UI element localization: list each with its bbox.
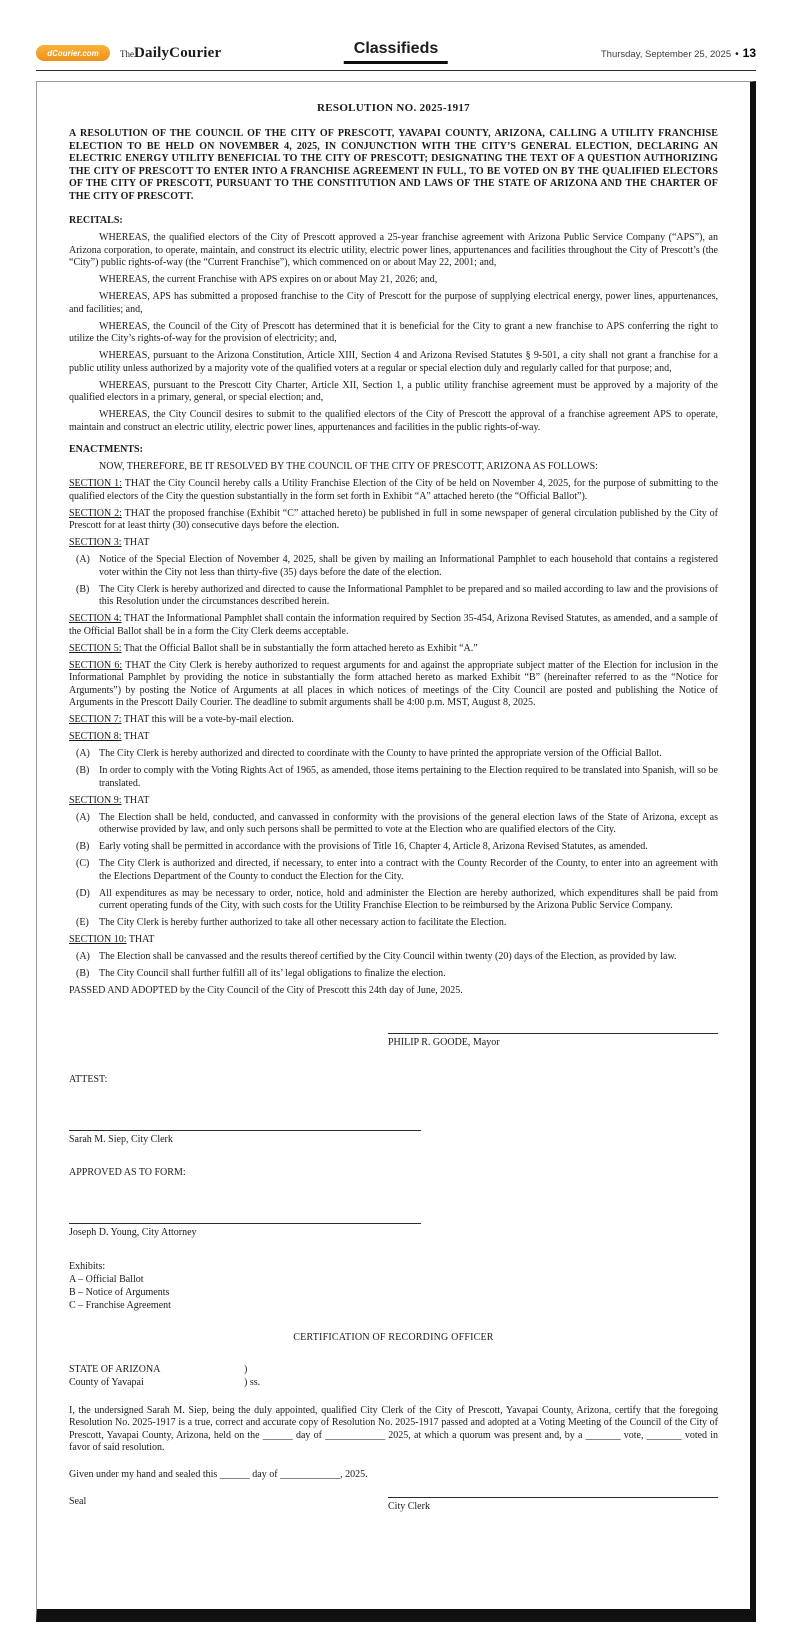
page-header xyxy=(36,40,756,66)
section-paragraph xyxy=(69,613,718,638)
mayor-name: PHILIP R. GOODE, Mayor xyxy=(388,1036,500,1048)
venue-block xyxy=(69,1363,718,1389)
masthead-left xyxy=(36,44,221,62)
item-marker: (E) xyxy=(76,917,89,928)
section-paragraph xyxy=(69,934,718,947)
section-text: THAT the City Council hereby calls a Utility Franchise Election of the City of be held on November 4, 2025, for the purpose of submitting to the qualified electors of the City the question substantially in the form set forth in Exhibit “A” attached hereto (the “Official Ballot”). xyxy=(69,478,719,502)
section-item xyxy=(69,765,718,790)
recital-paragraph: WHEREAS, the City Council desires to submit to the qualified electors of the City of Prescott the approval of a franchise agreement APS to operate, maintain and construct an electric utility, electric power lines, appurtenances and facilities in the public rights-of-way. xyxy=(69,409,718,433)
item-marker: (D) xyxy=(76,887,90,899)
item-marker: (B) xyxy=(76,841,90,852)
recital-paragraph: WHEREAS, pursuant to the Prescott City Charter, Article XII, Section 1, a public utility franchise agreement must be approved by a majority of the qualified electors in a primary, general, or special election; and, xyxy=(69,379,718,403)
item-text: The City Council shall further fulfill all of its’ legal obligations to finalize the election. xyxy=(99,968,446,979)
section-paragraph xyxy=(69,660,718,710)
recital-paragraph: WHEREAS, the qualified electors of the City of Prescott approved a 25-year franchise agreement with Arizona Public Service Company (“APS”), an Arizona corporation, to operate, maintain, and construct its electric utility, electric power lines, appurtenances and facilities throughout the City of Prescott’s (the “City”) public rights-of-way (the “Current Franchise”), which commenced on or about May 22, 2001; and, xyxy=(69,232,718,268)
item-text: Early voting shall be permitted in accordance with the provisions of Title 16, Chapter 4, Article 8, Arizona Revised Statutes, as amended. xyxy=(99,841,648,852)
item-text: Notice of the Special Election of November 4, 2025, shall be given by mailing an Informational Pamphlet to each household that contains a registered voter within the City not less than thirty-five (35) days before the date of the election. xyxy=(99,554,718,578)
exhibit-item: A – Official Ballot xyxy=(69,1273,144,1285)
recitals-heading: RECITALS: xyxy=(69,215,123,226)
section-label: SECTION 7: xyxy=(69,714,122,725)
masthead-center xyxy=(344,40,448,64)
clerk-signature-block xyxy=(69,1129,421,1145)
county-label: County of Yavapai xyxy=(69,1376,144,1388)
given-line: Given under my hand and sealed this ______ day of ____________, 2025. xyxy=(69,1468,368,1480)
section-paragraph xyxy=(69,643,718,656)
section-label: SECTION 9: xyxy=(69,794,122,806)
section-item xyxy=(69,812,718,837)
item-text: The Election shall be held, conducted, and canvassed in conformity with the provisions of the general election laws of the State of Arizona, except as otherwise provided by law, and only such persons shall be permitted to vote at the Election who are qualified electors of the City. xyxy=(99,811,718,835)
section-text: THAT the proposed franchise (Exhibit “C” attached hereto) be published in full in some newspaper of general circulation published by the City of Prescott for at least thirty (30) consecutive days before the election. xyxy=(69,507,718,531)
attest-label: ATTEST: xyxy=(69,1073,108,1085)
section-paragraph xyxy=(69,795,718,808)
section-label: SECTION 3: xyxy=(69,537,122,548)
date-and-page xyxy=(601,46,756,60)
state-paren: ) xyxy=(244,1363,248,1375)
masthead-the: The xyxy=(120,49,134,59)
clerk-name: Sarah M. Siep, City Clerk xyxy=(69,1133,173,1145)
clerk-certification-label: City Clerk xyxy=(388,1500,430,1512)
certification-text: I, the undersigned Sarah M. Siep, being the duly appointed, qualified City Clerk of the City of Prescott, Yavapai County, Arizona, certify that the foregoing Resolution No. 2025-1917 is a true, correct and accurate copy of Resolution No. 2025-1917 passed and adopted at a Voting Meeting of the Council of the City of Prescott, Yavapai County, Arizona, held on the ______ day of ____________ 2025, at which a quorum was present and, by a _______ vote, _______ voted in favor of said resolution. xyxy=(69,1404,718,1453)
section-title: Classifieds xyxy=(344,40,448,64)
section-text: THAT xyxy=(123,537,150,548)
exhibits-block xyxy=(69,1260,718,1312)
section-paragraph xyxy=(69,731,718,744)
item-text: The City Clerk is hereby authorized and directed to cause the Informational Pamphlet to be prepared and so mailed according to law and the provisions of this Resolution under the circumstances described herein. xyxy=(99,583,718,607)
section-item xyxy=(69,951,718,964)
item-text: The City Clerk is hereby further authorized to take all other necessary action to facilitate the Election. xyxy=(99,917,507,928)
recital-paragraph: WHEREAS, the Council of the City of Prescott has determined that it is beneficial for the City to grant a new franchise to APS conferring the right to utilize the City’s rights-of-way for the provision of electricity; and, xyxy=(69,320,718,344)
exhibit-item: C – Franchise Agreement xyxy=(69,1299,171,1311)
recital-paragraph: WHEREAS, APS has submitted a proposed franchise to the City of Prescott for the purpose of supplying electrical energy, power lines, appurtenances, and facilities; and, xyxy=(69,291,718,315)
section-text: THAT the Informational Pamphlet shall contain the information required by Section 35-454, Arizona Revised Statutes, as amended, and a sample of the Official Ballot shall be in a form the City Clerk deems acceptable. xyxy=(69,613,719,637)
section-item xyxy=(69,584,718,609)
section-item xyxy=(69,888,718,913)
section-text: THAT xyxy=(123,794,150,806)
attorney-name: Joseph D. Young, City Attorney xyxy=(69,1226,197,1238)
exhibits-heading: Exhibits: xyxy=(69,1260,106,1272)
item-text: The City Clerk is authorized and directed, if necessary, to enter into a contract with the County Recorder of the County, to enter into an agreement with the Elections Department of the County to conduct the Election for the City. xyxy=(99,858,718,882)
item-marker: (A) xyxy=(76,951,90,962)
exhibit-item: B – Notice of Arguments xyxy=(69,1286,170,1298)
county-row xyxy=(69,1376,718,1389)
section-text: THAT xyxy=(123,731,150,742)
dcourier-logo xyxy=(36,45,110,61)
page-number: 13 xyxy=(742,46,756,60)
section-label: SECTION 10: xyxy=(69,934,127,945)
section-item xyxy=(69,554,718,579)
section-label: SECTION 2: xyxy=(69,507,122,519)
state-label: STATE OF ARIZONA xyxy=(69,1363,161,1375)
section-label: SECTION 4: xyxy=(69,613,122,624)
section-paragraph xyxy=(69,537,718,550)
separator-dot: • xyxy=(735,49,739,60)
item-marker: (A) xyxy=(76,811,90,823)
passed-adopted: PASSED AND ADOPTED by the City Council of the City of Prescott this 24th day of June, 2025. xyxy=(69,985,463,996)
item-marker: (A) xyxy=(76,554,90,565)
section-label: SECTION 8: xyxy=(69,731,122,742)
county-paren: ) ss. xyxy=(244,1376,261,1388)
item-marker: (A) xyxy=(76,748,90,759)
resolution-title: RESOLUTION NO. 2025-1917 xyxy=(317,102,470,114)
section-item xyxy=(69,968,718,981)
section-item xyxy=(69,841,718,854)
section-text: That the Official Ballot shall be in substantially the form attached hereto as Exhibit “A.” xyxy=(123,642,478,654)
certification-heading: CERTIFICATION OF RECORDING OFFICER xyxy=(293,1331,494,1343)
mayor-signature-line xyxy=(388,1032,718,1034)
section-label: SECTION 6: xyxy=(69,659,123,671)
legal-notice xyxy=(36,81,756,1622)
item-text: In order to comply with the Voting Rights Act of 1965, as amended, those items pertaining to the Election required to be translated into Spanish, will so be translated. xyxy=(99,765,718,789)
resolution-preamble: A RESOLUTION OF THE COUNCIL OF THE CITY OF PRESCOTT, YAVAPAI COUNTY, ARIZONA, CALLING A UTILITY FRANCHISE ELECTION TO BE HELD ON NOVEMBER 4, 2025, IN CONJUNCTION WITH THE CITY’S GENERAL ELECTION, DECLARING AN ELECTRIC ENERGY UTILITY BENEFICIAL TO THE CITY OF PRESCOTT; DESIGNATING THE TEXT OF A QUESTION AUTHORIZING THE CITY OF PRESCOTT TO ENTER INTO A FRANCHISE AGREEMENT IN FULL, TO BE VOTED ON BY THE QUALIFIED ELECTORS OF THE CITY OF PRESCOTT, PURSUANT TO THE CONSTITUTION AND LAWS OF THE STATE OF ARIZONA AND THE CHARTER OF THE CITY OF PRESCOTT. xyxy=(69,128,718,202)
clerk-certification-signature-line xyxy=(388,1496,718,1498)
section-text: THAT xyxy=(128,934,155,945)
enactments-heading: ENACTMENTS: xyxy=(69,444,143,455)
approved-as-to-form-label: APPROVED AS TO FORM: xyxy=(69,1166,186,1178)
item-marker: (B) xyxy=(76,968,90,979)
item-marker: (C) xyxy=(76,858,90,869)
item-marker: (B) xyxy=(76,583,90,595)
seal-row xyxy=(69,1496,718,1512)
item-text: All expenditures as may be necessary to order, notice, hold and administer the Election are hereby authorized, which expenditures shall be paid from current operating funds of the City, with such costs for the Utility Franchise Election to be reimbursed by the Arizona Public Service Company. xyxy=(99,887,718,911)
attorney-signature-line xyxy=(69,1222,421,1224)
section-item xyxy=(69,917,718,930)
header-rule xyxy=(36,70,756,71)
item-text: The Election shall be canvassed and the results thereof certified by the City Council within twenty (20) days of the Election, as provided by law. xyxy=(99,951,677,962)
section-item xyxy=(69,748,718,761)
date-text: Thursday, September 25, 2025 xyxy=(600,49,732,60)
section-text: THAT this will be a vote-by-mail election. xyxy=(123,714,294,725)
section-paragraph xyxy=(69,478,718,503)
resolved-clause: NOW, THEREFORE, BE IT RESOLVED BY THE COUNCIL OF THE CITY OF PRESCOTT, ARIZONA AS FOLLOWS: xyxy=(99,461,598,472)
paper-masthead xyxy=(120,44,221,62)
section-item xyxy=(69,858,718,883)
item-marker: (B) xyxy=(76,765,90,776)
section-label: SECTION 1: xyxy=(69,478,122,489)
section-text: THAT the City Clerk is hereby authorized to request arguments for and against the appropriate subject matter of the Election for inclusion in the Informational Pamphlet by providing the notice in substantially the form attached hereto as marked Exhibit “B” (hereinafter referred to as the “Notice for Arguments”) by posting the Notice of Arguments at all places in which notices of meetings of the City Council are posted and publishing the Notice of Arguments in the Prescott Daily Courier. The deadline to submit arguments shall be 4:00 p.m. MST, August 8, 2025. xyxy=(69,659,719,708)
clerk-certification-signature-block xyxy=(388,1496,718,1512)
item-text: The City Clerk is hereby authorized and directed to coordinate with the County to have printed the appropriate version of the Official Ballot. xyxy=(99,748,662,759)
recital-paragraph: WHEREAS, pursuant to the Arizona Constitution, Article XIII, Section 4 and Arizona Revised Statutes § 9-501, a city shall not grant a franchise for a public utility unless authorized by a majority vote of the qualified voters at a regular or special election duly and regularly called for that purpose; and, xyxy=(69,350,718,374)
attorney-signature-block xyxy=(69,1222,421,1238)
masthead-name: DailyCourier xyxy=(134,45,222,61)
section-paragraph xyxy=(69,508,718,533)
mayor-signature-block xyxy=(388,1032,718,1048)
section-label: SECTION 5: xyxy=(69,642,122,654)
state-row xyxy=(69,1363,718,1376)
dcourier-logo-text: dCourier.com xyxy=(47,48,99,58)
recital-paragraph: WHEREAS, the current Franchise with APS expires on or about May 21, 2026; and, xyxy=(99,274,438,285)
section-paragraph xyxy=(69,714,718,727)
clerk-signature-line xyxy=(69,1129,421,1131)
seal-label: Seal xyxy=(69,1495,87,1507)
